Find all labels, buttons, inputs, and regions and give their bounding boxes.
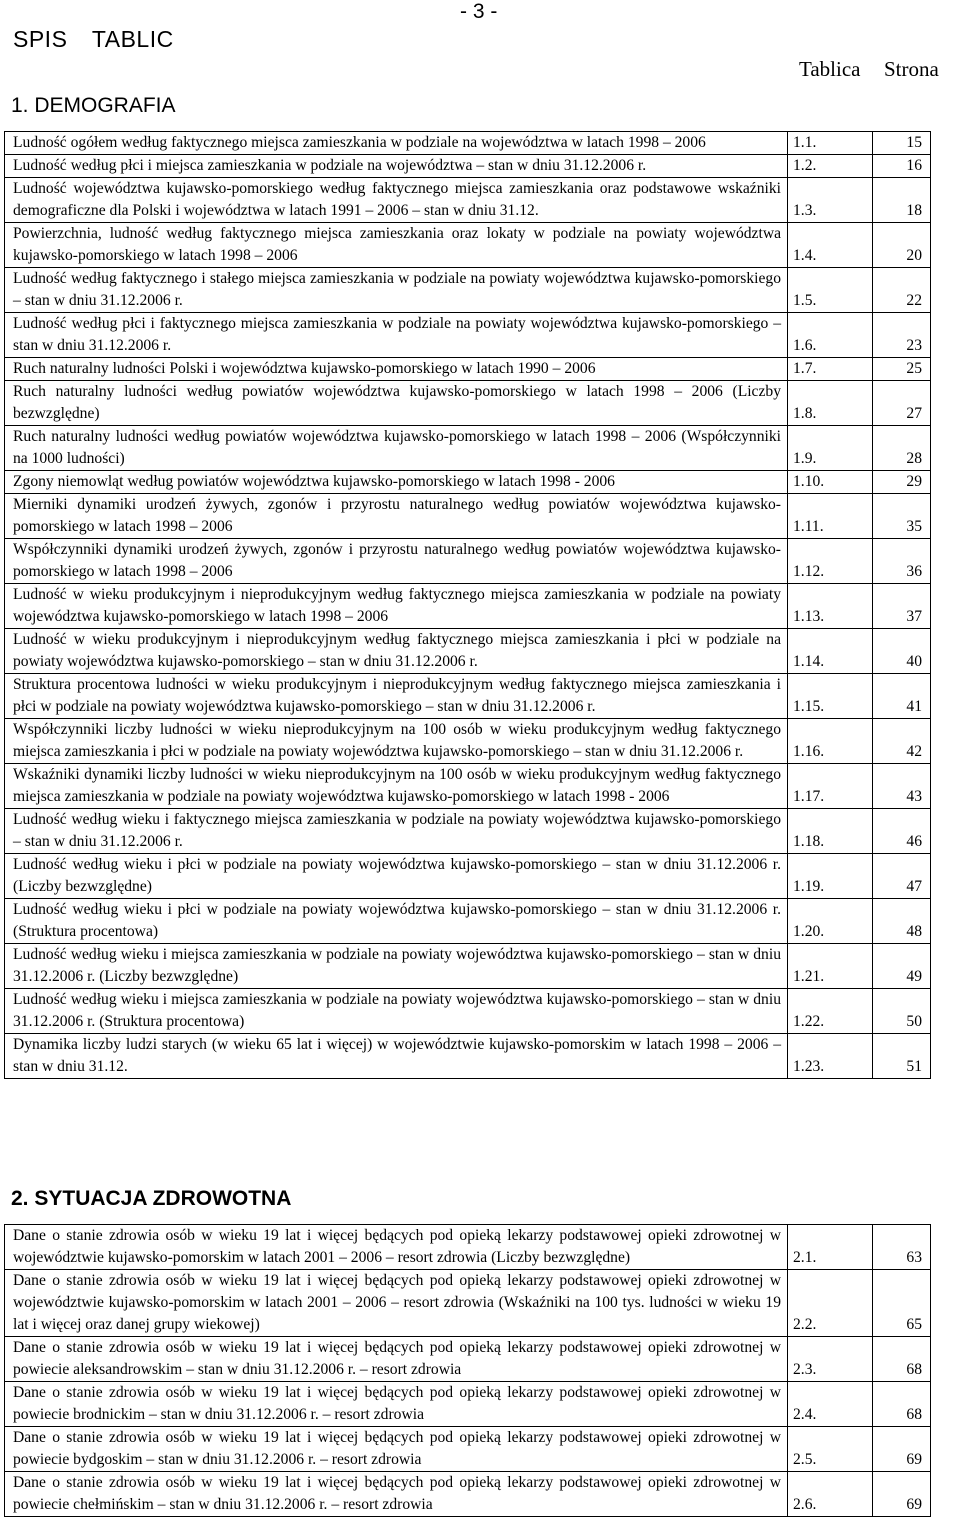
table-number: 1.8.: [788, 381, 873, 426]
table-description: Dynamika liczby ludzi starych (w wieku 65 lat i więcej) w województwie kujawsko-pomorskim w latach 1998 – 2006 – stan w dniu 31.12.: [5, 1034, 788, 1079]
table-number: 2.4.: [788, 1382, 873, 1427]
table-row: [5, 539, 931, 584]
table-row: [5, 674, 931, 719]
table-page: 68: [873, 1337, 931, 1382]
table-row: [5, 989, 931, 1034]
table-number: 1.16.: [788, 719, 873, 764]
table-description: Ludność ogółem według faktycznego miejsca zamieszkania w podziale na województwa w latach 1998 – 2006: [5, 132, 788, 155]
table-page: 15: [873, 132, 931, 155]
table-description: Ludność według wieku i miejsca zamieszkania w podziale na powiaty województwa kujawsko-pomorskiego – stan w dniu 31.12.2006 r. (Struktura procentowa): [5, 989, 788, 1034]
table-description: Ludność według wieku i faktycznego miejsca zamieszkania w podziale na powiaty województwa kujawsko-pomorskiego – stan w dniu 31.12.2006 r.: [5, 809, 788, 854]
table-page: 47: [873, 854, 931, 899]
table-row: [5, 1270, 931, 1337]
table-row: [5, 944, 931, 989]
table-number: 1.18.: [788, 809, 873, 854]
table-number: 1.12.: [788, 539, 873, 584]
table-number: 1.17.: [788, 764, 873, 809]
table-row: [5, 268, 931, 313]
table-page: 35: [873, 494, 931, 539]
table-row: [5, 132, 931, 155]
table-row: [5, 809, 931, 854]
table-number: 1.14.: [788, 629, 873, 674]
table-page: 23: [873, 313, 931, 358]
table-page: 40: [873, 629, 931, 674]
table-page: 36: [873, 539, 931, 584]
table-number: 2.5.: [788, 1427, 873, 1472]
table-row: [5, 426, 931, 471]
table-description: Ludność według płci i faktycznego miejsca zamieszkania w podziale na powiaty województwa kujawsko-pomorskiego – stan w dniu 31.12.2006 r.: [5, 313, 788, 358]
table-number: 1.1.: [788, 132, 873, 155]
table-row: [5, 381, 931, 426]
table-number: 1.9.: [788, 426, 873, 471]
table-number: 2.6.: [788, 1472, 873, 1517]
table-row: [5, 1382, 931, 1427]
table-row: [5, 854, 931, 899]
table-page: 20: [873, 223, 931, 268]
table-description: Struktura procentowa ludności w wieku produkcyjnym i nieprodukcyjnym według faktycznego miejsca zamieszkania i płci w podziale na powiaty województwa kujawsko-pomorskiego – stan w dniu 31.12.2006 r.: [5, 674, 788, 719]
table-page: 69: [873, 1472, 931, 1517]
table-number: 1.6.: [788, 313, 873, 358]
table-row: [5, 1034, 931, 1079]
section-heading-demografia: 1. DEMOGRAFIA: [11, 94, 176, 117]
table-page: 42: [873, 719, 931, 764]
table-number: 1.13.: [788, 584, 873, 629]
table-row: [5, 155, 931, 178]
table-number: 1.19.: [788, 854, 873, 899]
table-page: 48: [873, 899, 931, 944]
table-description: Ludność według wieku i płci w podziale na powiaty województwa kujawsko-pomorskiego – stan w dniu 31.12.2006 r. (Struktura procentowa): [5, 899, 788, 944]
table-page: 25: [873, 358, 931, 381]
table-description: Ludność w wieku produkcyjnym i nieprodukcyjnym według faktycznego miejsca zamieszkania i płci w podziale na powiaty województwa kujawsko-pomorskiego – stan w dniu 31.12.2006 r.: [5, 629, 788, 674]
table-number: 1.7.: [788, 358, 873, 381]
table-description: Wskaźniki dynamiki liczby ludności w wieku nieprodukcyjnym na 100 osób w wieku produkcyjnym według faktycznego miejsca zamieszkania w podziale na powiaty województwa kujawsko-pomorskiego w latach 1998 - 2006: [5, 764, 788, 809]
table-number: 1.5.: [788, 268, 873, 313]
table-page: 18: [873, 178, 931, 223]
table-description: Dane o stanie zdrowia osób w wieku 19 lat i więcej będących pod opieką lekarzy podstawowej opieki zdrowotnej w województwie kujawsko-pomorskim w latach 2001 – 2006 – resort zdrowia (Liczby bezwzględne): [5, 1225, 788, 1270]
table-row: [5, 178, 931, 223]
table-description: Współczynniki dynamiki urodzeń żywych, zgonów i przyrostu naturalnego według powiatów województwa kujawsko-pomorskiego w latach 1998 – 2006: [5, 539, 788, 584]
table-page: 22: [873, 268, 931, 313]
table-number: 1.3.: [788, 178, 873, 223]
table-description: Ludność województwa kujawsko-pomorskiego według faktycznego miejsca zamieszkania oraz podstawowe wskaźniki demograficzne dla Polski i województwa w latach 1991 – 2006 – stan w dniu 31.12.: [5, 178, 788, 223]
table-description: Ruch naturalny ludności według powiatów województwa kujawsko-pomorskiego w latach 1998 – 2006 (Współczynniki na 1000 ludności): [5, 426, 788, 471]
table-row: [5, 1472, 931, 1517]
table-description: Zgony niemowląt według powiatów województwa kujawsko-pomorskiego w latach 1998 - 2006: [5, 471, 788, 494]
table-row: [5, 223, 931, 268]
table-description: Ruch naturalny ludności Polski i województwa kujawsko-pomorskiego w latach 1990 – 2006: [5, 358, 788, 381]
table-description: Ludność według wieku i płci w podziale na powiaty województwa kujawsko-pomorskiego – stan w dniu 31.12.2006 r. (Liczby bezwzględne): [5, 854, 788, 899]
table-page: 27: [873, 381, 931, 426]
page-title: SPIS TABLIC: [13, 26, 174, 52]
table-page: 37: [873, 584, 931, 629]
toc-table-sytuacja-zdrowotna: [4, 1224, 931, 1517]
table-page: 46: [873, 809, 931, 854]
table-number: 1.23.: [788, 1034, 873, 1079]
table-number: 2.3.: [788, 1337, 873, 1382]
table-description: Dane o stanie zdrowia osób w wieku 19 lat i więcej będących pod opieką lekarzy podstawowej opieki zdrowotnej w powiecie brodnickim – stan w dniu 31.12.2006 r. – resort zdrowia: [5, 1382, 788, 1427]
table-row: [5, 764, 931, 809]
table-description: Ruch naturalny ludności według powiatów województwa kujawsko-pomorskiego w latach 1998 – 2006 (Liczby bezwzględne): [5, 381, 788, 426]
column-header-strona: Strona: [884, 57, 939, 81]
table-description: Ludność według wieku i miejsca zamieszkania w podziale na powiaty województwa kujawsko-pomorskiego – stan w dniu 31.12.2006 r. (Liczby bezwzględne): [5, 944, 788, 989]
table-page: 51: [873, 1034, 931, 1079]
table-description: Ludność według faktycznego i stałego miejsca zamieszkania w podziale na powiaty województwa kujawsko-pomorskiego – stan w dniu 31.12.2006 r.: [5, 268, 788, 313]
table-page: 41: [873, 674, 931, 719]
table-description: Dane o stanie zdrowia osób w wieku 19 lat i więcej będących pod opieką lekarzy podstawowej opieki zdrowotnej w powiecie bydgoskim – stan w dniu 31.12.2006 r. – resort zdrowia: [5, 1427, 788, 1472]
table-number: 1.11.: [788, 494, 873, 539]
table-row: [5, 471, 931, 494]
table-description: Ludność w wieku produkcyjnym i nieprodukcyjnym według faktycznego miejsca zamieszkania w podziale na powiaty województwa kujawsko-pomorskiego w latach 1998 – 2006: [5, 584, 788, 629]
table-page: 63: [873, 1225, 931, 1270]
table-description: Powierzchnia, ludność według faktycznego miejsca zamieszkania oraz lokaty w podziale na powiaty województwa kujawsko-pomorskiego w latach 1998 – 2006: [5, 223, 788, 268]
table-row: [5, 584, 931, 629]
column-header-tablica: Tablica: [799, 57, 861, 81]
table-row: [5, 494, 931, 539]
table-page: 43: [873, 764, 931, 809]
table-row: [5, 1337, 931, 1382]
section-heading-sytuacja-zdrowotna: 2. SYTUACJA ZDROWOTNA: [11, 1187, 292, 1210]
table-row: [5, 1225, 931, 1270]
table-page: 49: [873, 944, 931, 989]
table-description: Dane o stanie zdrowia osób w wieku 19 lat i więcej będących pod opieką lekarzy podstawowej opieki zdrowotnej w powiecie chełmińskim – stan w dniu 31.12.2006 r. – resort zdrowia: [5, 1472, 788, 1517]
table-row: [5, 629, 931, 674]
table-row: [5, 719, 931, 764]
table-number: 2.2.: [788, 1270, 873, 1337]
table-number: 1.21.: [788, 944, 873, 989]
table-description: Mierniki dynamiki urodzeń żywych, zgonów i przyrostu naturalnego według powiatów województwa kujawsko-pomorskiego w latach 1998 – 2006: [5, 494, 788, 539]
table-page: 29: [873, 471, 931, 494]
table-number: 1.4.: [788, 223, 873, 268]
table-description: Współczynniki liczby ludności w wieku nieprodukcyjnym na 100 osób w wieku produkcyjnym według faktycznego miejsca zamieszkania i płci w podziale na powiaty województwa kujawsko-pomorskiego – stan w dniu 31.12.2006 r.: [5, 719, 788, 764]
toc-table-demografia: [4, 131, 931, 1079]
table-number: 1.15.: [788, 674, 873, 719]
table-row: [5, 1427, 931, 1472]
table-row: [5, 358, 931, 381]
table-page: 65: [873, 1270, 931, 1337]
table-number: 1.10.: [788, 471, 873, 494]
table-page: 69: [873, 1427, 931, 1472]
table-description: Ludność według płci i miejsca zamieszkania w podziale na województwa – stan w dniu 31.12.2006 r.: [5, 155, 788, 178]
page-number: - 3 -: [460, 0, 498, 23]
table-page: 28: [873, 426, 931, 471]
table-page: 50: [873, 989, 931, 1034]
table-number: 1.2.: [788, 155, 873, 178]
table-row: [5, 899, 931, 944]
table-description: Dane o stanie zdrowia osób w wieku 19 lat i więcej będących pod opieką lekarzy podstawowej opieki zdrowotnej w powiecie aleksandrowskim – stan w dniu 31.12.2006 r. – resort zdrowia: [5, 1337, 788, 1382]
table-page: 68: [873, 1382, 931, 1427]
table-row: [5, 313, 931, 358]
table-number: 2.1.: [788, 1225, 873, 1270]
table-page: 16: [873, 155, 931, 178]
table-number: 1.20.: [788, 899, 873, 944]
table-description: Dane o stanie zdrowia osób w wieku 19 lat i więcej będących pod opieką lekarzy podstawowej opieki zdrowotnej w województwie kujawsko-pomorskim w latach 2001 – 2006 – resort zdrowia (Wskaźniki na 100 tys. ludności w wieku 19 lat i więcej oraz danej grupy wiekowej): [5, 1270, 788, 1337]
table-number: 1.22.: [788, 989, 873, 1034]
